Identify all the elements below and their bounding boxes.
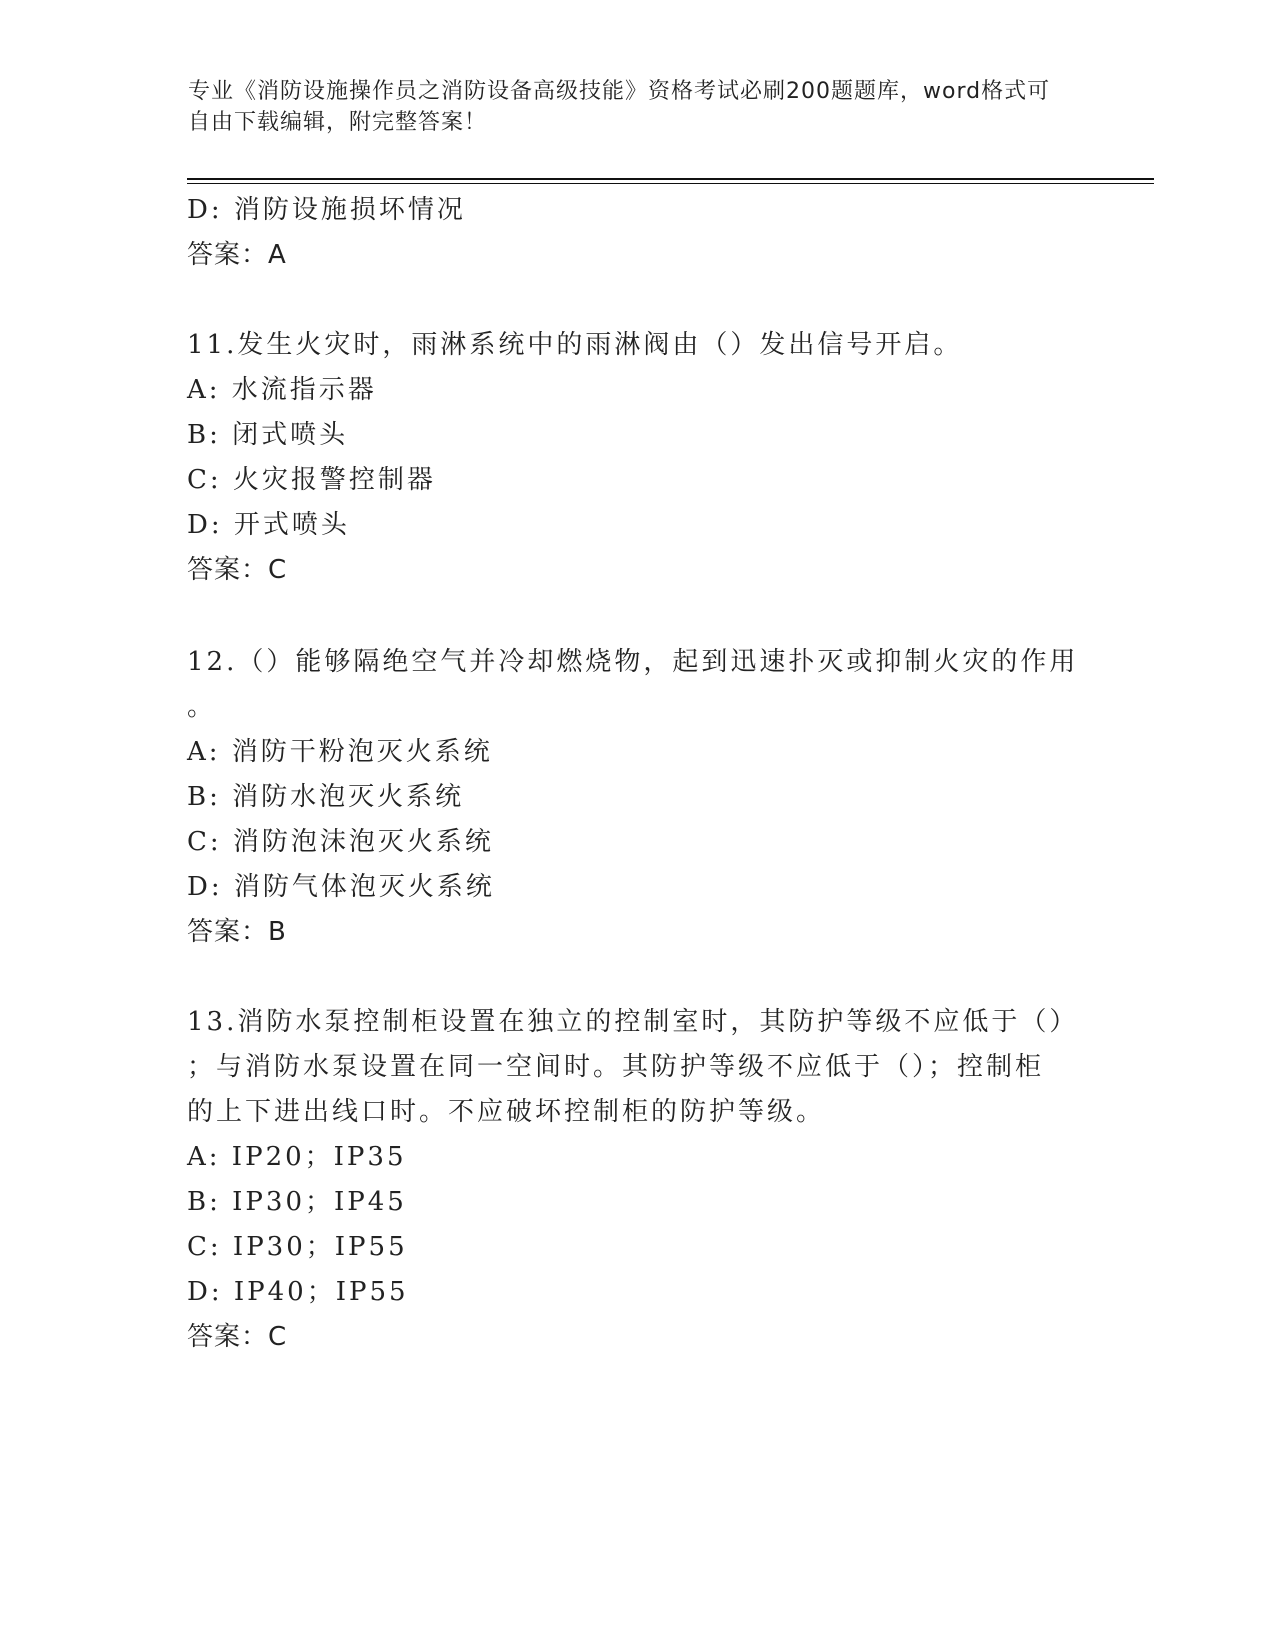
q11-option-d: D: 开式喷头 bbox=[187, 510, 350, 540]
q13-stem-line2: ；与消防水泵设置在同一空间时。其防护等级不应低于（）；控制柜 bbox=[187, 1052, 1045, 1082]
q11-option-b: B: 闭式喷头 bbox=[187, 420, 349, 450]
q13-option-b: B: IP30；IP45 bbox=[187, 1187, 407, 1217]
prev-option-d: D: 消防设施损坏情况 bbox=[187, 195, 466, 225]
q12-answer: 答案：B bbox=[187, 917, 287, 947]
prev-answer: 答案：A bbox=[187, 240, 287, 270]
q12-stem-line1: 12.（）能够隔绝空气并冷却燃烧物，起到迅速扑灭或抑制火灾的作用 bbox=[187, 647, 1079, 677]
q11-option-a: A: 水流指示器 bbox=[187, 375, 377, 405]
q13-option-a: A: IP20；IP35 bbox=[187, 1142, 407, 1172]
q13-option-c: C: IP30；IP55 bbox=[187, 1232, 408, 1262]
header-divider-thin bbox=[187, 183, 1154, 184]
q13-answer: 答案：C bbox=[187, 1322, 288, 1352]
q11-option-c: C: 火灾报警控制器 bbox=[187, 465, 436, 495]
q12-option-a: A: 消防干粉泡灭火系统 bbox=[187, 737, 493, 767]
document-header: 专业《消防设施操作员之消防设备高级技能》资格考试必刷200题题库，word格式可自由下载编辑，附完整答案！ bbox=[188, 79, 1051, 135]
q12-option-b: B: 消防水泡灭火系统 bbox=[187, 782, 465, 812]
q13-option-d: D: IP40；IP55 bbox=[187, 1277, 409, 1307]
header-divider bbox=[187, 178, 1154, 180]
q12-option-c: C: 消防泡沫泡灭火系统 bbox=[187, 827, 494, 857]
q11-answer: 答案：C bbox=[187, 555, 288, 585]
q12-option-d: D: 消防气体泡灭火系统 bbox=[187, 872, 495, 902]
q13-stem-line3: 的上下进出线口时。不应破坏控制柜的防护等级。 bbox=[187, 1097, 826, 1127]
q13-stem-line1: 13.消防水泵控制柜设置在独立的控制室时，其防护等级不应低于（） bbox=[187, 1007, 1079, 1037]
q12-stem-line2: 。 bbox=[187, 692, 217, 722]
q11-stem: 11.发生火灾时，雨淋系统中的雨淋阀由（）发出信号开启。 bbox=[187, 330, 963, 360]
